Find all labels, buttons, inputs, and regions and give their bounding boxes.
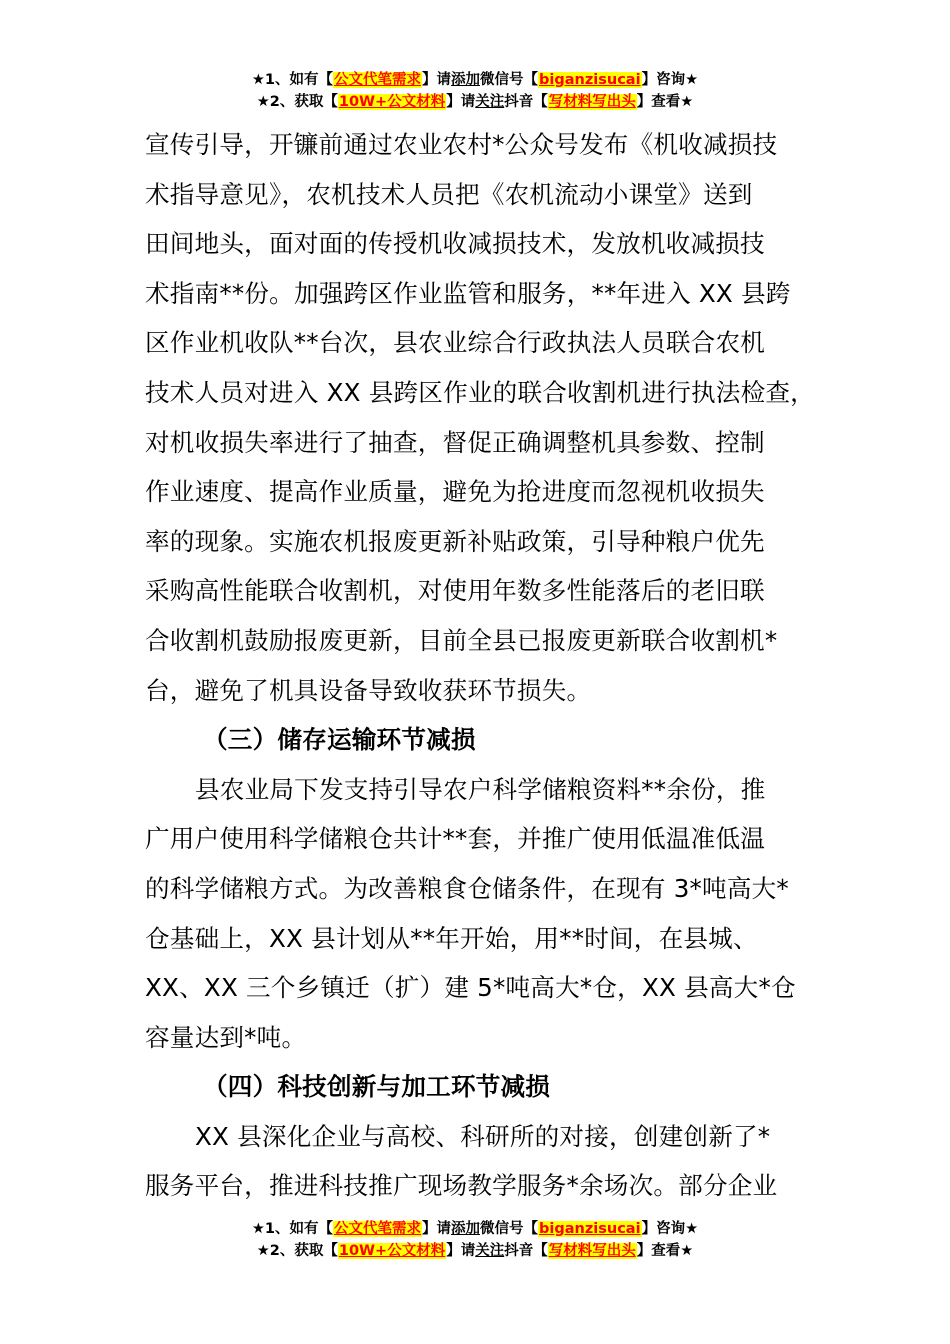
body-line: 术指南**份。加强跨区作业监管和服务，**年进入 XX 县跨	[145, 278, 791, 308]
body-line: 台，避免了机具设备导致收获环节损失。	[145, 675, 592, 705]
promo-banner-bottom	[0, 1218, 950, 1262]
promo-line-2: ★2、获取【10W+公文材料】请关注抖音【写材料写出头】查看★	[256, 1243, 694, 1259]
body-line: 服务平台，推进科技推广现场教学服务*余场次。部分企业	[145, 1171, 778, 1201]
body-line: 容量达到*吨。	[145, 1022, 307, 1052]
promo-line-1: ★1、如有【公文代笔需求】请添加微信号【biganzisucai】咨询★	[251, 72, 699, 88]
promo-line-2: ★2、获取【10W+公文材料】请关注抖音【写材料写出头】查看★	[256, 94, 694, 110]
body-line: 县农业局下发支持引导农户科学储粮资料**余份，推	[195, 774, 766, 804]
body-line: 宣传引导，开镰前通过农业农村*公众号发布《机收减损技	[145, 130, 778, 159]
section-heading-3: （三）储存运输环节减损	[203, 725, 476, 755]
body-line: 广用户使用科学储粮仓共计**套，并推广使用低温准低温	[145, 824, 766, 854]
body-line: 采购高性能联合收割机，对使用年数多性能落后的老旧联	[145, 576, 765, 606]
body-line: 合收割机鼓励报废更新，目前全县已报废更新联合收割机*	[145, 625, 778, 655]
body-line: XX、XX 三个乡镇迁（扩）建 5*吨高大*仓，XX 县高大*仓	[145, 973, 796, 1003]
highlight-ghostwriting: 公文代笔需求	[334, 1221, 422, 1237]
body-line: 的科学储粮方式。为改善粮食仓储条件，在现有 3*吨高大*	[145, 873, 789, 903]
highlight-ghostwriting: 公文代笔需求	[334, 72, 422, 88]
body-line: 术指导意见》，农机技术人员把《农机流动小课堂》送到	[145, 179, 753, 209]
body-line: 仓基础上，XX 县计划从**年开始，用**时间，在县城、	[145, 923, 758, 953]
highlight-wechat-id: biganzisucai	[539, 1221, 641, 1237]
body-line: 对机收损失率进行了抽查，督促正确调整机具参数、控制	[145, 427, 765, 457]
section-heading-4: （四）科技创新与加工环节减损	[203, 1072, 551, 1102]
document-body	[145, 120, 835, 1211]
highlight-douyin: 写材料写出头	[548, 94, 636, 110]
body-line: 率的现象。实施农机报废更新补贴政策，引导种粮户优先	[145, 526, 765, 556]
body-line: XX 县深化企业与高校、科研所的对接，创建创新了*	[195, 1121, 771, 1151]
highlight-materials: 10W+公文材料	[338, 94, 446, 110]
body-line: 技术人员对进入 XX 县跨区作业的联合收割机进行执法检查，	[145, 377, 815, 407]
body-line: 作业速度、提高作业质量，避免为抢进度而忽视机收损失	[145, 477, 765, 507]
highlight-douyin: 写材料写出头	[548, 1243, 636, 1259]
promo-line-1: ★1、如有【公文代笔需求】请添加微信号【biganzisucai】咨询★	[251, 1221, 699, 1237]
body-line: 区作业机收队**台次，县农业综合行政执法人员联合农机	[145, 328, 766, 358]
body-line: 田间地头，面对面的传授机收减损技术，发放机收减损技	[145, 229, 765, 259]
highlight-materials: 10W+公文材料	[338, 1243, 446, 1259]
promo-banner-top	[0, 69, 950, 113]
highlight-wechat-id: biganzisucai	[539, 72, 641, 88]
